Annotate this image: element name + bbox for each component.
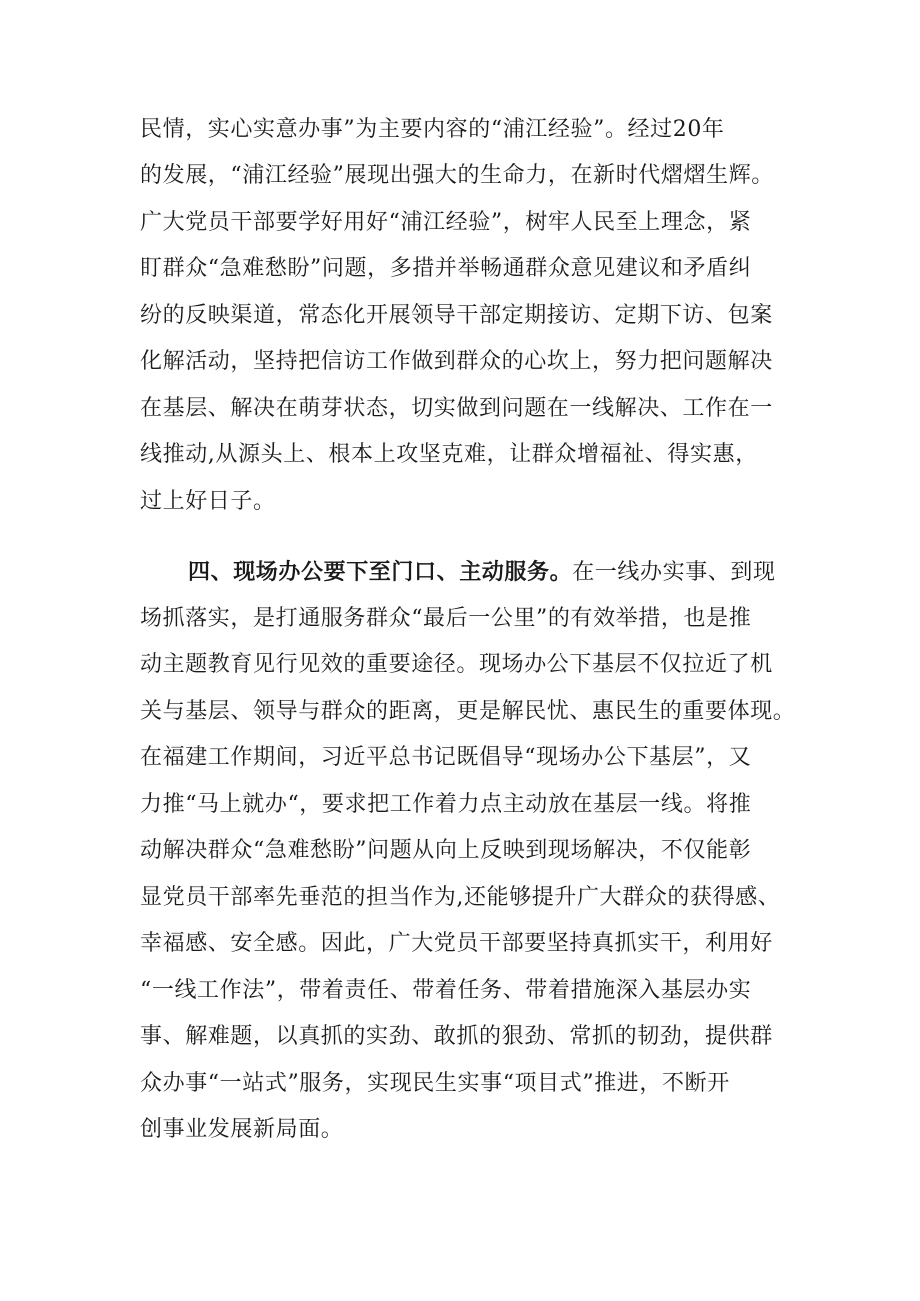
text-line: 事、解难题，以真抓的实劲、敢抓的狠劲、常抓的韧劲，提供群: [140, 1024, 773, 1049]
section-heading: 四、现场办公要下至门口、主动服务。: [188, 559, 573, 585]
text-line: 在福建工作期间，习近平总书记既倡导“现场办公下基层”，又: [140, 745, 752, 770]
text-line: 纷的反映渠道，常态化开展领导干部定期接访、定期下访、包案: [140, 303, 773, 328]
text-line: 化解活动，坚持把信访工作做到群众的心坎上，努力把问题解决: [140, 349, 773, 374]
text-line: 过上好日子。: [140, 489, 276, 514]
text-line: 创事业发展新局面。: [140, 1117, 344, 1142]
text-line: 关与基层、领导与群众的距离，更是解民忧、惠民生的重要体现。: [140, 699, 796, 724]
text-line: 的发展，“浦江经验”展现出强大的生命力，在新时代熠熠生辉。: [140, 163, 774, 188]
text-line: 众办事“一站式”服务，实现民生实事“项目式”推进，不断开: [140, 1071, 730, 1096]
text-line: 盯群众“急难愁盼”问题，多措并举畅通群众意见建议和矛盾纠: [140, 256, 752, 281]
text-line: 力推“马上就办“，要求把工作着力点主动放在基层一线。将推: [140, 792, 752, 817]
text-line: 线推动,从源头上、根本上攻坚克难，让群众增福祉、得实惠，: [140, 442, 758, 467]
text-line: 动解决群众“急难愁盼”问题从向上反映到现场解决，不仅能彰: [140, 838, 752, 863]
text-line: 在基层、解决在萌芽状态，切实做到问题在一线解决、工作在一: [140, 396, 773, 421]
text-line: 广大党员干部要学好用好“浦江经验”，树牢人民至上理念，紧: [140, 210, 752, 235]
paragraph-first-line: [188, 557, 776, 587]
text-line: 显党员干部率先垂范的担当作为,还能够提升广大群众的获得感、: [140, 885, 781, 910]
text-line: 民情，实心实意办事”为主要内容的“浦江经验”。经过20年: [140, 117, 725, 142]
text-line: 动主题教育见行见效的重要途径。现场办公下基层不仅拉近了机: [140, 652, 773, 677]
text-line: 幸福感、安全感。因此，广大党员干部要坚持真抓实干，利用好: [140, 931, 773, 956]
text-span: 在一线办实事、到现: [572, 560, 776, 585]
text-line: 场抓落实，是打通服务群众“最后一公里”的有效举措，也是推: [140, 606, 752, 631]
text-line: “一线工作法”，带着责任、带着任务、带着措施深入基层办实: [140, 978, 752, 1003]
